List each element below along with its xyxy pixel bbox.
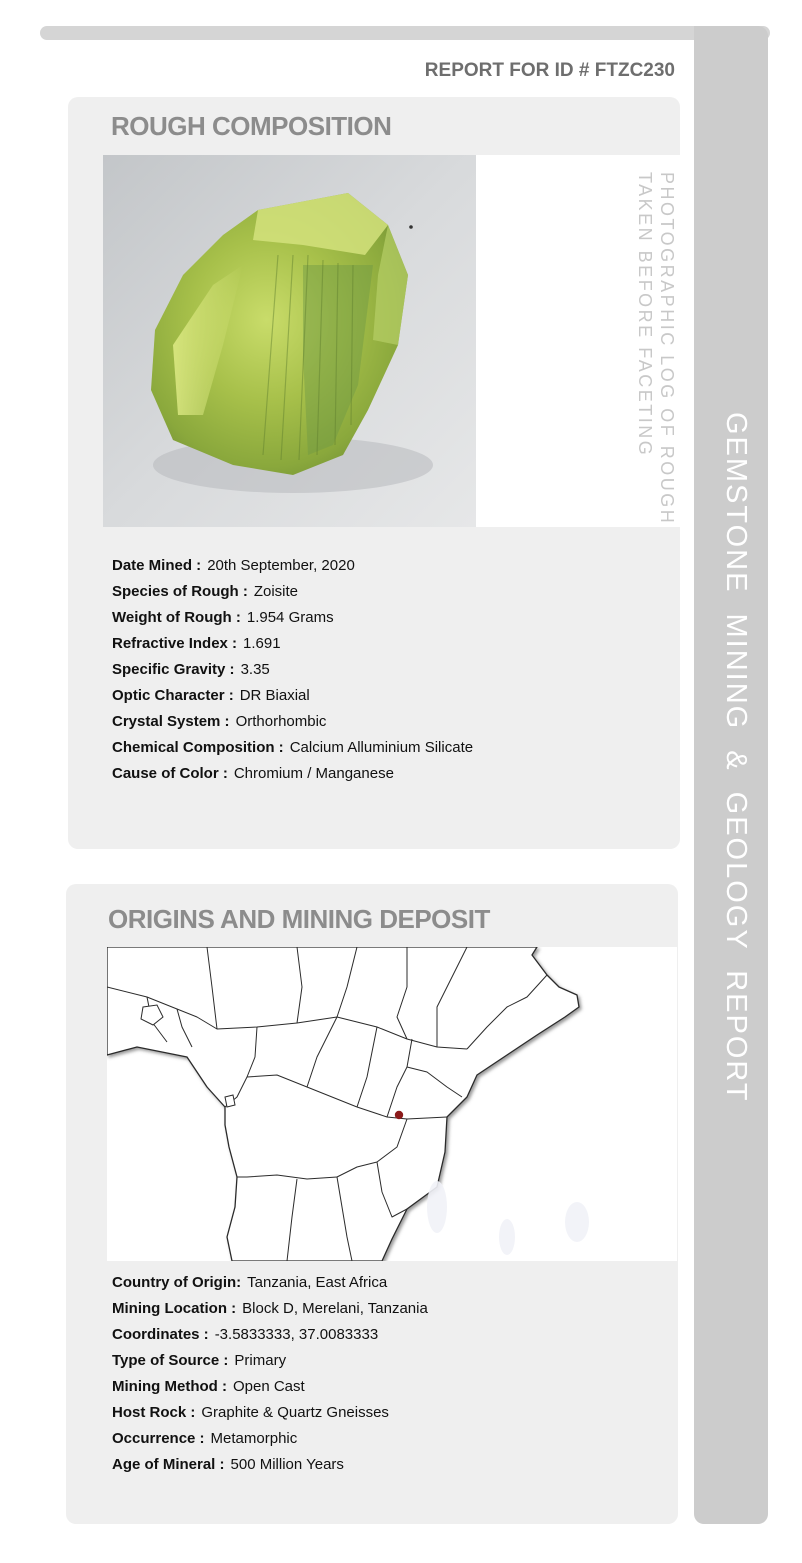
spec-row [112,1348,428,1374]
report-id: REPORT FOR ID # FTZC230 [424,60,675,81]
spec-row [112,631,473,657]
photo-caption [634,172,678,525]
spec-label: Mining Location : [112,1300,237,1317]
origins-specs-list [112,1270,428,1478]
spec-value: Calcium Alluminium Silicate [289,739,474,756]
photo-caption-line-1: PHOTOGRAPHIC LOG OF ROUGH [657,172,677,526]
spec-row [112,709,473,735]
rough-gemstone-photo [103,155,476,527]
spec-value: Zoisite [253,583,299,600]
spec-label: Optic Character : [112,687,234,704]
spec-label: Crystal System : [112,713,230,730]
side-banner-title: GEMSTONE MINING & GEOLOGY REPORT [720,412,752,1103]
spec-row [112,579,473,605]
spec-value: 3.35 [240,661,270,678]
africa-map [107,947,677,1261]
spec-label: Chemical Composition : [112,739,284,756]
spec-label: Date Mined : [112,557,202,574]
spec-value: -3.5833333, 37.0083333 [214,1326,379,1343]
spec-value: Tanzania, East Africa [247,1274,388,1291]
top-decorative-bar [40,26,770,40]
spec-value: 20th September, 2020 [207,557,355,574]
spec-label: Occurrence : [112,1430,205,1447]
spec-label: Country of Origin: [112,1274,242,1291]
spec-label: Type of Source : [112,1352,229,1369]
spec-value: Primary [234,1352,287,1369]
spec-row [112,1374,428,1400]
spec-label: Weight of Rough : [112,609,241,626]
spec-row [112,683,473,709]
spec-label: Specific Gravity : [112,661,235,678]
spec-row [112,553,473,579]
spec-row [112,761,473,787]
spec-row [112,657,473,683]
spec-row [112,1270,428,1296]
spec-value: 500 Million Years [230,1456,344,1473]
spec-value: Open Cast [232,1378,305,1395]
spec-value: Block D, Merelani, Tanzania [242,1300,428,1317]
rough-specs-list [112,553,473,787]
spec-value: Orthorhombic [235,713,327,730]
spec-row [112,1452,428,1478]
spec-label: Age of Mineral : [112,1456,225,1473]
spec-value: Graphite & Quartz Gneisses [201,1404,389,1421]
spec-row [112,735,473,761]
spec-value: Chromium / Manganese [233,765,394,782]
spec-value: Metamorphic [210,1430,298,1447]
spec-label: Cause of Color : [112,765,228,782]
spec-row [112,605,473,631]
spec-row [112,1296,428,1322]
spec-label: Species of Rough : [112,583,248,600]
spec-label: Coordinates : [112,1326,209,1343]
origins-title: ORIGINS AND MINING DEPOSIT [108,904,490,934]
rough-composition-title: ROUGH COMPOSITION [111,111,392,141]
spec-label: Refractive Index : [112,635,238,652]
spec-row [112,1426,428,1452]
spec-row [112,1400,428,1426]
spec-value: 1.691 [243,635,281,652]
mining-location-marker [395,1111,403,1119]
spec-row [112,1322,428,1348]
spec-label: Mining Method : [112,1378,227,1395]
spec-value: DR Biaxial [239,687,310,704]
spec-label: Host Rock : [112,1404,196,1421]
photo-caption-line-2: TAKEN BEFORE FACETING [635,172,655,458]
spec-value: 1.954 Grams [246,609,334,626]
